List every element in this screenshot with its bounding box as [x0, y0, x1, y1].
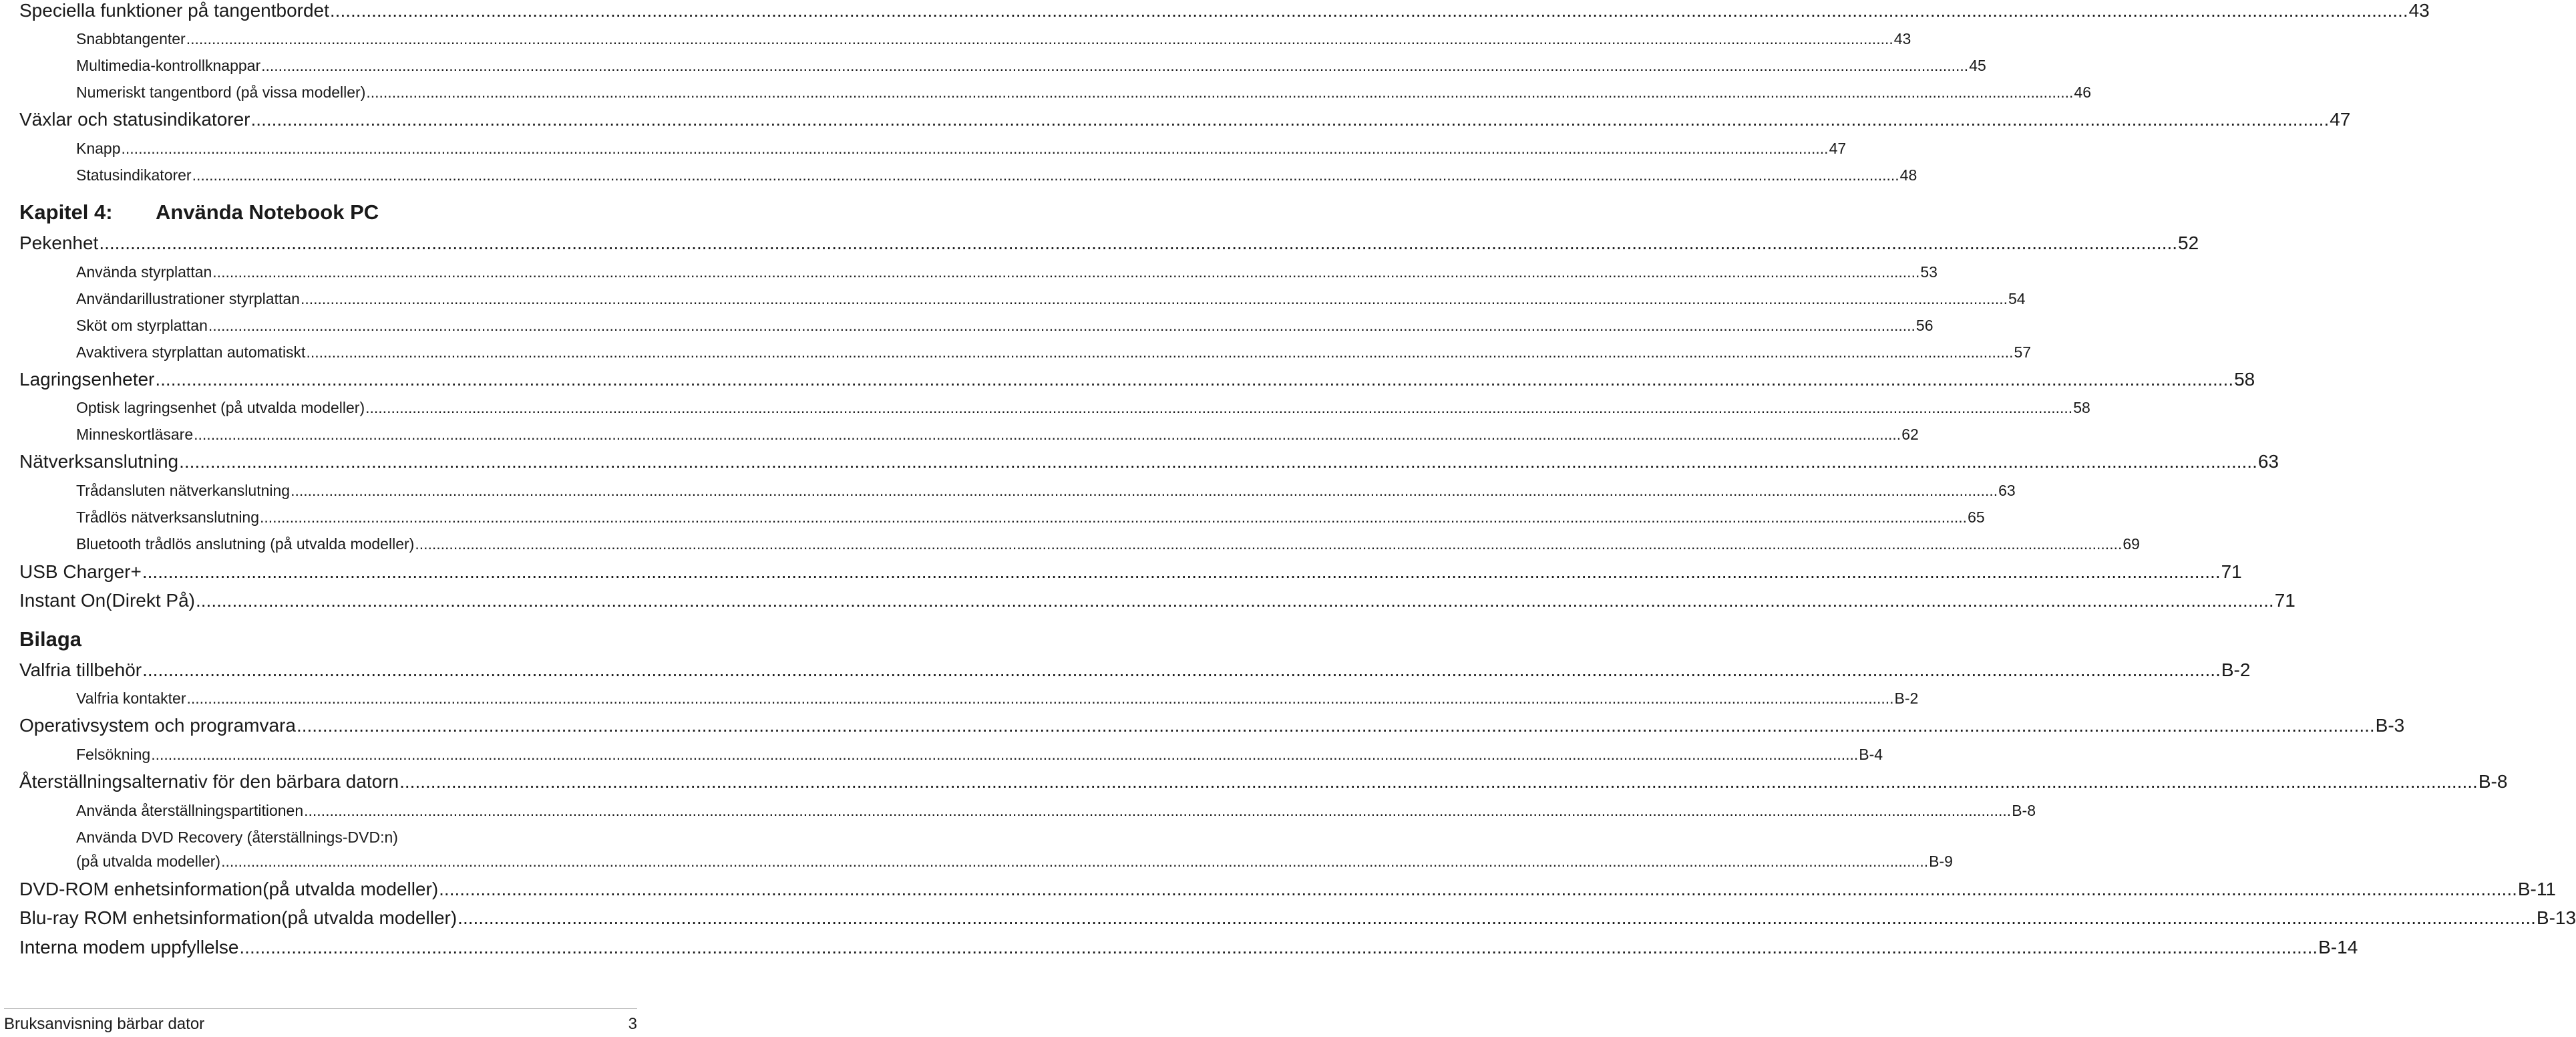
toc-entry-page: B-8: [2012, 802, 2036, 819]
toc-leader-dots: ................................................................................................................................................................................................................................................................................................................................................................................................................: [142, 659, 2221, 680]
toc-entry: [19, 937, 2358, 958]
toc-leader-dots: ................................................................................................................................................................................................................................................................................................................................................................................................................: [179, 451, 2257, 472]
toc-entry-page: B-3: [2375, 715, 2405, 736]
toc-leader-dots: ................................................................................................................................................................................................................................................................................................................................................................................................................: [261, 57, 1969, 74]
toc-entry-title: Bluetooth trådlös anslutning (på utvalda modeller): [76, 535, 415, 553]
toc-entry: [19, 0, 2430, 21]
toc-entry-title: Multimedia-kontrollknappar: [76, 57, 261, 74]
toc-entry-page: 47: [1829, 140, 1847, 157]
toc-entry-page: B-14: [2318, 937, 2358, 957]
toc-leader-dots: ................................................................................................................................................................................................................................................................................................................................................................................................................: [366, 84, 2074, 101]
toc-entry-title: Pekenhet: [19, 233, 99, 253]
toc-entry-page: 47: [2330, 109, 2351, 130]
toc-entry-page: 54: [2008, 290, 2026, 307]
toc-leader-dots: ................................................................................................................................................................................................................................................................................................................................................................................................................: [221, 853, 1929, 870]
toc-entry: [19, 590, 2295, 611]
toc-entry-title: Knapp: [76, 140, 121, 157]
toc-entry-title: Växlar och statusindikatorer: [19, 109, 250, 130]
toc-leader-dots: ................................................................................................................................................................................................................................................................................................................................................................................................................: [306, 343, 2014, 361]
toc-leader-dots: ................................................................................................................................................................................................................................................................................................................................................................................................................: [296, 715, 2375, 736]
toc-entry: [19, 451, 2279, 472]
toc-entry-title: Återställningsalternativ för den bärbara datorn: [19, 771, 399, 792]
toc-entry: [76, 802, 2036, 820]
toc-entry: [76, 482, 2016, 500]
toc-entry-title: Numeriskt tangentbord (på vissa modeller): [76, 84, 366, 101]
toc-entry-page: 48: [1899, 166, 1917, 184]
toc-entry-title: USB Charger+: [19, 561, 142, 582]
toc-leader-dots: ................................................................................................................................................................................................................................................................................................................................................................................................................: [399, 771, 2478, 792]
toc-entry-title: Trådlös nätverksanslutning: [76, 508, 260, 526]
toc-leader-dots: ................................................................................................................................................................................................................................................................................................................................................................................................................: [457, 907, 2536, 928]
toc-leader-dots: ................................................................................................................................................................................................................................................................................................................................................................................................................: [195, 590, 2274, 611]
toc-leader-dots: ................................................................................................................................................................................................................................................................................................................................................................................................................: [121, 140, 1829, 157]
toc-entry-page: B-8: [2478, 771, 2508, 792]
toc-entry-page: 45: [1969, 57, 1986, 74]
toc-leader-dots: ................................................................................................................................................................................................................................................................................................................................................................................................................: [99, 233, 2178, 253]
toc-entry: [76, 853, 1953, 871]
toc-leader-dots: ................................................................................................................................................................................................................................................................................................................................................................................................................: [186, 690, 1894, 707]
toc-entry: [76, 317, 1934, 335]
toc-entry-title: Felsökning: [76, 746, 151, 763]
toc-leader-dots: ................................................................................................................................................................................................................................................................................................................................................................................................................: [155, 369, 2234, 390]
toc-entry: [19, 715, 2405, 736]
toc-entry-page: 69: [2123, 535, 2140, 553]
footer-divider: [4, 1008, 637, 1009]
toc-entry: [76, 290, 2026, 308]
toc-entry-page: B-13: [2536, 907, 2576, 928]
toc-leader-dots: ................................................................................................................................................................................................................................................................................................................................................................................................................: [192, 166, 1899, 184]
toc-entry: [76, 57, 1986, 75]
appendix-heading: Bilaga: [19, 627, 82, 651]
toc-entry-title: Interna modem uppfyllelse: [19, 937, 239, 957]
toc-entry-page: B-4: [1859, 746, 1883, 763]
toc-entry-page: 43: [1893, 30, 1911, 47]
toc-entry-title: Valfria tillbehör: [19, 659, 142, 680]
toc-entry-page: B-11: [2517, 879, 2556, 899]
toc-entry-title: Valfria kontakter: [76, 690, 186, 707]
toc-leader-dots: ................................................................................................................................................................................................................................................................................................................................................................................................................: [208, 317, 1915, 334]
chapter-title: Använda Notebook PC: [156, 200, 379, 224]
toc-entry: [76, 166, 1917, 184]
toc-entry-page: 52: [2178, 233, 2199, 253]
toc-entry: [76, 746, 1883, 764]
toc-entry: [76, 140, 1847, 158]
toc-entry-page: 58: [2234, 369, 2255, 390]
toc-entry-page: 57: [2014, 343, 2032, 361]
toc-entry-page: 65: [1968, 508, 1985, 526]
toc-entry-title: Användarillustrationer styrplattan: [76, 290, 300, 307]
toc-leader-dots: ................................................................................................................................................................................................................................................................................................................................................................................................................: [439, 879, 2517, 899]
toc-leader-dots: ................................................................................................................................................................................................................................................................................................................................................................................................................: [415, 535, 2123, 553]
toc-entry-title: Använda styrplattan: [76, 263, 212, 281]
toc-entry-page: B-2: [2221, 659, 2251, 680]
toc-entry-page: B-2: [1894, 690, 1919, 707]
toc-entry-title: DVD-ROM enhetsinformation(på utvalda modeller): [19, 879, 439, 899]
toc-entry-page: 43: [2408, 0, 2430, 21]
footer-title: Bruksanvisning bärbar dator: [4, 1015, 205, 1033]
toc-entry: [76, 690, 1919, 708]
toc-entry-title: Avaktivera styrplattan automatiskt: [76, 343, 306, 361]
toc-entry: [76, 535, 2140, 553]
toc-entry-title: Operativsystem och programvara: [19, 715, 296, 736]
toc-leader-dots: ................................................................................................................................................................................................................................................................................................................................................................................................................: [365, 399, 2073, 416]
toc-entry-page: 63: [1998, 482, 2016, 499]
toc-entry-page: 46: [2074, 84, 2092, 101]
toc-entry: [19, 659, 2251, 681]
toc-entry: [76, 426, 1919, 444]
toc-entry-page: 71: [2221, 561, 2242, 582]
toc-entry-page: 58: [2073, 399, 2090, 416]
toc-leader-dots: ................................................................................................................................................................................................................................................................................................................................................................................................................: [260, 508, 1968, 526]
chapter-label: Kapitel 4:: [19, 200, 113, 224]
toc-entry: [19, 369, 2255, 390]
toc-leader-dots: ................................................................................................................................................................................................................................................................................................................................................................................................................: [142, 561, 2221, 582]
toc-entry: [76, 399, 2090, 417]
toc-entry-title: Minneskortläsare: [76, 426, 194, 443]
toc-entry-page: 63: [2257, 451, 2279, 472]
toc-entry: [19, 561, 2242, 583]
toc-leader-dots: ................................................................................................................................................................................................................................................................................................................................................................................................................: [151, 746, 1859, 763]
toc-entry-title: Speciella funktioner på tangentbordet: [19, 0, 329, 21]
toc-entry-title: (på utvalda modeller): [76, 853, 221, 870]
page-number: 3: [628, 1015, 637, 1033]
toc-entry-title: Nätverksanslutning: [19, 451, 179, 472]
toc-entry-page: 71: [2274, 590, 2295, 611]
toc-entry: [19, 233, 2199, 254]
toc-leader-dots: ................................................................................................................................................................................................................................................................................................................................................................................................................: [250, 109, 2330, 130]
toc-entry-page: 62: [1901, 426, 1919, 443]
toc-entry-page: 56: [1915, 317, 1934, 334]
toc-entry: [76, 84, 2092, 102]
toc-entry: [76, 343, 2032, 361]
toc-entry-title: Trådansluten nätverkanslutning: [76, 482, 291, 499]
toc-entry: [76, 263, 1938, 281]
toc-entry: [76, 30, 1911, 48]
toc-entry-page: B-9: [1929, 853, 1953, 870]
toc-entry-title: Använda återställningspartitionen: [76, 802, 304, 819]
toc-entry-page: 53: [1920, 263, 1938, 281]
toc-entry-title: Statusindikatorer: [76, 166, 192, 184]
toc-leader-dots: ................................................................................................................................................................................................................................................................................................................................................................................................................: [291, 482, 1998, 499]
toc-entry: [19, 771, 2508, 792]
toc-leader-dots: ................................................................................................................................................................................................................................................................................................................................................................................................................: [186, 30, 1893, 47]
toc-leader-dots: ................................................................................................................................................................................................................................................................................................................................................................................................................: [194, 426, 1901, 443]
toc-entry-title: Snabbtangenter: [76, 30, 186, 47]
toc-entry-title-line1: Använda DVD Recovery (återställnings-DVD:n): [76, 829, 398, 846]
toc-leader-dots: ................................................................................................................................................................................................................................................................................................................................................................................................................: [304, 802, 2012, 819]
toc-entry: [76, 508, 1985, 527]
toc-entry-title: Instant On(Direkt På): [19, 590, 195, 611]
toc-entry-title: Blu-ray ROM enhetsinformation(på utvalda modeller): [19, 907, 457, 928]
toc-leader-dots: ................................................................................................................................................................................................................................................................................................................................................................................................................: [239, 937, 2318, 957]
toc-leader-dots: ................................................................................................................................................................................................................................................................................................................................................................................................................: [329, 0, 2408, 21]
toc-entry-title: Optisk lagringsenhet (på utvalda modeller): [76, 399, 365, 416]
toc-leader-dots: ................................................................................................................................................................................................................................................................................................................................................................................................................: [300, 290, 2008, 307]
toc-entry: [19, 109, 2351, 130]
toc-entry: [19, 907, 2576, 929]
toc-entry-title: Sköt om styrplattan: [76, 317, 208, 334]
toc-entry: [19, 879, 2556, 900]
toc-leader-dots: ................................................................................................................................................................................................................................................................................................................................................................................................................: [212, 263, 1920, 281]
toc-entry-title: Lagringsenheter: [19, 369, 155, 390]
